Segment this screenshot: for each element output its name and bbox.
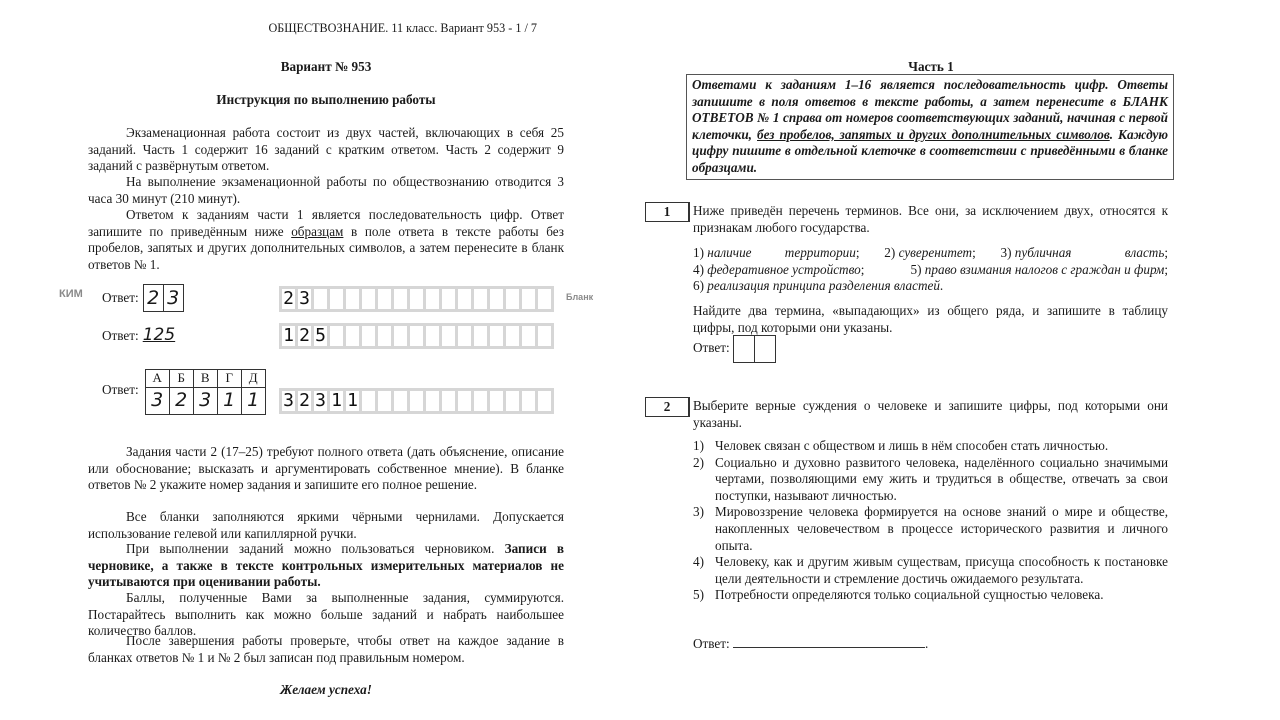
blank-cell	[522, 326, 535, 346]
page-header-title: ОБЩЕСТВОЗНАНИЕ. 11 класс. Вариант 953 - 1 / 7	[268, 21, 537, 35]
blank-cell	[506, 289, 519, 309]
task-1-terms	[693, 245, 1168, 295]
blank-cell	[394, 289, 407, 309]
blank-cell	[346, 326, 359, 346]
letter-header: В	[193, 370, 217, 388]
instruction-paragraph-3: Ответом к заданиям части 1 является последовательность цифр. Ответ запишите по приведённым ниже образцам в поле ответа в тексте работы без пробелов, запятых и других дополнительных символов, а затем перенесите в бланк ответов № 1.	[88, 207, 565, 272]
page-header	[0, 20, 640, 37]
sample-2-value: 125	[142, 325, 176, 345]
task-2-answer: Ответ: .	[693, 636, 929, 651]
terms-line-1: 1) наличие территории; 2) суверенитет; 3) публичная власть;	[693, 245, 1168, 260]
blank-cell	[522, 289, 535, 309]
instruction-paragraph-2: На выполнение экзаменационной работы по обществознанию отводится 3 часа 30 минут (210 минут).	[88, 174, 564, 206]
letter-value: 3	[145, 387, 169, 414]
blank-cell	[426, 391, 439, 411]
part-1-title: Часть 1	[908, 59, 954, 74]
blank-cell	[490, 326, 503, 346]
blank-cell: 3	[315, 389, 326, 411]
blank-cell	[474, 391, 487, 411]
blank-cell	[362, 391, 375, 411]
blank-cell	[442, 391, 455, 411]
blank-cell: 1	[331, 389, 342, 411]
blank-cell	[314, 289, 327, 309]
blank-cell	[490, 289, 503, 309]
letter-header: Г	[217, 370, 241, 388]
letter-header: Б	[169, 370, 193, 388]
blank-cell	[410, 391, 423, 411]
closing-wish: Желаем успеха!	[280, 682, 372, 697]
blank-cell	[330, 289, 343, 309]
kim-label: КИМ	[59, 288, 83, 300]
task-2-option: 1) Человек связан с обществом и лишь в нём способен стать личностью.	[693, 438, 1109, 453]
letter-header: А	[145, 370, 169, 388]
task-2-number: 2	[645, 397, 690, 417]
task-1-intro: Ниже приведён перечень терминов. Все они, за исключением двух, относятся к признакам любого государства.	[693, 203, 1168, 235]
blank-cell	[426, 289, 439, 309]
blank-cell	[378, 326, 391, 346]
instruction-title: Инструкция по выполнению работы	[216, 92, 436, 107]
blank-cell	[362, 326, 375, 346]
task-1-number: 1	[645, 202, 690, 222]
blank-cell	[490, 391, 503, 411]
samples-link: образцам	[291, 223, 344, 239]
answer-label: Ответ:	[693, 340, 730, 356]
blank-cell	[522, 391, 535, 411]
blank-cell	[426, 326, 439, 346]
answer-cell[interactable]	[734, 336, 755, 362]
blank-cell: 1	[347, 389, 358, 411]
blank-cell	[410, 289, 423, 309]
letter-value: 3	[193, 387, 217, 414]
blank-cell	[506, 326, 519, 346]
blank-cell	[538, 326, 551, 346]
instruction-paragraph-4: Задания части 2 (17–25) требуют полного ответа (дать объяснение, описание или обоснование; высказать и аргументировать собственное мнение). В бланке ответов № 2 укажите номер задания и запишите его полное решение.	[88, 444, 564, 493]
blank-cell	[346, 289, 359, 309]
letter-value: 2	[169, 387, 193, 414]
sample-3	[102, 369, 266, 415]
sample-2	[102, 327, 175, 345]
instruction-paragraph-7: Баллы, полученные Вами за выполненные задания, суммируются. Постарайтесь выполнить как можно больше заданий и набрать наибольшее количество баллов.	[88, 590, 564, 639]
blank-label: Бланк	[566, 292, 594, 302]
variant-title: Вариант № 953	[280, 59, 372, 74]
terms-line-2: 4) федеративное устройство; 5) право взимания налогов с граждан и фирм;	[693, 261, 1168, 277]
blank-cell: 2	[299, 324, 310, 346]
sample-3-table	[145, 369, 266, 415]
instruction-paragraph-6: При выполнении заданий можно пользоваться черновиком. Записи в черновике, а также в тексте контрольных измерительных материалов не учитываются при оценивании работы.	[88, 541, 565, 590]
answer-label: Ответ:	[102, 381, 139, 397]
blank-cell: 3	[299, 287, 310, 309]
answer-cell[interactable]	[755, 336, 775, 362]
blank-cell	[458, 289, 471, 309]
answer-label: Ответ:	[102, 328, 139, 343]
blank-cell	[538, 391, 551, 411]
task-2-intro: Выберите верные суждения о человеке и запишите цифры, под которыми они указаны.	[693, 398, 1168, 430]
sample-1-cells	[143, 284, 184, 312]
task-2-option: 4) Человеку, как и другим живым существам, присуща способность к постановке цели деятельности и стремление достичь ожидаемого результата.	[693, 554, 1168, 586]
task-1-answer-cells[interactable]	[733, 335, 776, 363]
answer-label: Ответ:	[693, 636, 730, 651]
blank-cell	[394, 391, 407, 411]
blank-row-2	[279, 323, 554, 349]
instruction-paragraph-5: Все бланки заполняются яркими чёрными чернилами. Допускается использование гелевой или капиллярной ручки.	[88, 509, 564, 541]
blank-cell	[538, 289, 551, 309]
task-2-option: 2) Социально и духовно развитого человека, наделённого социально значимыми чертами, позволяющими ему жить и трудиться в обществе, отвечать за свои поступки, называют личностью.	[693, 454, 1168, 503]
blank-cell	[474, 289, 487, 309]
blank-row-3	[279, 388, 554, 414]
letter-value: 1	[217, 387, 241, 414]
task-1-question: Найдите два термина, «выпадающих» из общего ряда, и запишите в таблицу цифры, под которыми они указаны.	[693, 303, 1168, 335]
part-1-instruction-box: Ответами к заданиям 1–16 является последовательность цифр. Ответы запишите в поля ответов в тексте работы, а затем перенесите в БЛАНК ОТВЕТОВ № 1 справа от номеров соответствующих заданий, начиная с первой клеточки, без пробелов, запятых и других дополнительных символов. Каждую цифру пишите в отдельной клеточке в соответствии с приведёнными в бланке образцами.	[686, 74, 1174, 180]
sample-cell: 3	[167, 286, 180, 309]
blank-cell	[442, 326, 455, 346]
task-2-answer-line[interactable]	[733, 635, 925, 648]
instruction-paragraph-8: После завершения работы проверьте, чтобы ответ на каждое задание в бланках ответов № 1 и № 2 был записан под правильным номером.	[88, 633, 564, 665]
answer-label: Ответ:	[102, 289, 139, 305]
blank-row-1	[279, 286, 554, 312]
instruction-paragraph-1: Экзаменационная работа состоит из двух частей, включающих в себя 25 заданий. Часть 1 содержит 16 заданий с кратким ответом. Часть 2 содержит 9 заданий с развёрнутым ответом.	[88, 125, 564, 174]
blank-cell: 2	[283, 287, 294, 309]
blank-cell	[506, 391, 519, 411]
blank-cell	[458, 391, 471, 411]
blank-cell: 3	[283, 389, 294, 411]
letter-value: 1	[241, 387, 265, 414]
letter-header: Д	[241, 370, 265, 388]
blank-cell	[458, 326, 471, 346]
blank-cell	[394, 326, 407, 346]
blank-cell	[442, 289, 455, 309]
blank-cell: 1	[283, 324, 294, 346]
blank-cell	[474, 326, 487, 346]
task-1-answer	[693, 335, 776, 363]
blank-cell	[378, 391, 391, 411]
sample-1	[102, 284, 184, 312]
task-2-option: 3) Мировоззрение человека формируется на основе знаний о мире и обществе, накопленных человечеством в процессе исторического развития и личного опыта.	[693, 504, 1168, 553]
task-2-option: 5) Потребности определяются только социальной сущностью человека.	[693, 587, 1104, 603]
blank-cell	[330, 326, 343, 346]
blank-cell: 5	[315, 324, 326, 346]
blank-cell	[378, 289, 391, 309]
blank-cell	[410, 326, 423, 346]
task-2-options	[693, 438, 1168, 604]
sample-cell: 2	[144, 285, 164, 311]
terms-line-3: 6) реализация принципа разделения властей.	[693, 278, 944, 294]
blank-cell	[362, 289, 375, 309]
blank-cell: 2	[299, 389, 310, 411]
